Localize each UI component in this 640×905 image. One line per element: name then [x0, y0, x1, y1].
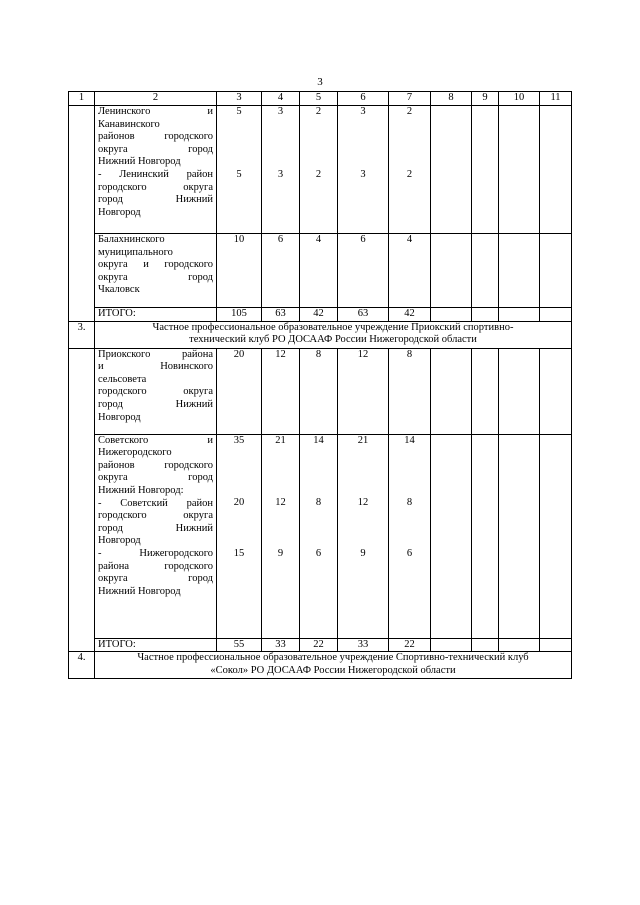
empty-cell — [499, 638, 540, 652]
col-header: 1 — [69, 92, 95, 106]
empty-cell — [431, 348, 472, 434]
empty-cell — [472, 106, 499, 234]
section-number: 4. — [69, 652, 95, 679]
value-cell: 12 — [262, 348, 300, 434]
row-number-cell — [69, 106, 95, 322]
empty-cell — [499, 434, 540, 638]
value-cell: 2 2 — [389, 106, 431, 234]
value-cell: 10 — [217, 234, 262, 308]
value-cell: 20 — [217, 348, 262, 434]
value-cell: 21 12 9 — [338, 434, 389, 638]
section-title: Частное профессиональное образовательное учреждение Приокский спортивно- технический клуб РО ДОСААФ России Нижегородской области — [95, 321, 572, 348]
empty-cell — [499, 234, 540, 308]
value-cell: 5 5 — [217, 106, 262, 234]
value-cell: 6 — [262, 234, 300, 308]
empty-cell — [540, 308, 572, 322]
total-value: 105 — [217, 308, 262, 322]
empty-cell — [540, 106, 572, 234]
total-row — [69, 308, 572, 322]
district-name-cell: Балахнинского муниципального округа и городского округа город Чкаловск — [95, 234, 217, 308]
col-header: 4 — [262, 92, 300, 106]
total-value: 63 — [338, 308, 389, 322]
col-header: 5 — [300, 92, 338, 106]
empty-cell — [431, 434, 472, 638]
total-value: 22 — [300, 638, 338, 652]
empty-cell — [431, 234, 472, 308]
total-value: 42 — [389, 308, 431, 322]
col-header: 3 — [217, 92, 262, 106]
value-cell: 8 — [389, 348, 431, 434]
empty-cell — [499, 106, 540, 234]
value-cell: 4 — [389, 234, 431, 308]
total-label: ИТОГО: — [95, 638, 217, 652]
value-cell: 35 20 15 — [217, 434, 262, 638]
value-cell: 3 3 — [262, 106, 300, 234]
total-label: ИТОГО: — [95, 308, 217, 322]
total-row — [69, 638, 572, 652]
col-header: 6 — [338, 92, 389, 106]
total-value: 63 — [262, 308, 300, 322]
section-header-row — [69, 652, 572, 679]
empty-cell — [499, 348, 540, 434]
col-header: 7 — [389, 92, 431, 106]
total-value: 33 — [338, 638, 389, 652]
value-cell: 3 3 — [338, 106, 389, 234]
total-value: 55 — [217, 638, 262, 652]
col-header: 10 — [499, 92, 540, 106]
empty-cell — [472, 434, 499, 638]
value-cell: 21 12 9 — [262, 434, 300, 638]
empty-cell — [540, 348, 572, 434]
empty-cell — [472, 638, 499, 652]
total-value: 22 — [389, 638, 431, 652]
row-number-cell — [69, 348, 95, 652]
section-title: Частное профессиональное образовательное учреждение Спортивно-технический клуб «Сокол» РО ДОСААФ России Нижегородской области — [95, 652, 572, 679]
page-number: 3 — [317, 76, 323, 88]
document-table — [68, 91, 572, 679]
table-row — [69, 434, 572, 638]
table-row — [69, 106, 572, 234]
total-value: 42 — [300, 308, 338, 322]
value-cell: 2 2 — [300, 106, 338, 234]
empty-cell — [472, 234, 499, 308]
table-row — [69, 234, 572, 308]
empty-cell — [431, 308, 472, 322]
empty-cell — [540, 434, 572, 638]
empty-cell — [472, 348, 499, 434]
table-row — [69, 348, 572, 434]
total-value: 33 — [262, 638, 300, 652]
empty-cell — [540, 234, 572, 308]
empty-cell — [472, 308, 499, 322]
section-header-row — [69, 321, 572, 348]
col-header: 8 — [431, 92, 472, 106]
value-cell: 8 — [300, 348, 338, 434]
empty-cell — [431, 638, 472, 652]
district-name-cell: Ленинского и Канавинского районов городского округа город Нижний Новгород - Ленинский район городского округа город Нижний Новгород — [95, 106, 217, 234]
col-header: 2 — [95, 92, 217, 106]
value-cell: 14 8 6 — [389, 434, 431, 638]
empty-cell — [431, 106, 472, 234]
col-header: 11 — [540, 92, 572, 106]
col-header: 9 — [472, 92, 499, 106]
section-number: 3. — [69, 321, 95, 348]
district-name-cell: Советского и Нижегородского районов городского округа город Нижний Новгород: - Советский район городского округа город Нижний Новгород - Нижегородского района городского округа город Нижний Новгород — [95, 434, 217, 638]
header-row — [69, 92, 572, 106]
empty-cell — [499, 308, 540, 322]
value-cell: 12 — [338, 348, 389, 434]
district-name-cell: Приокского района и Новинского сельсовета городского округа город Нижний Новгород — [95, 348, 217, 434]
empty-cell — [540, 638, 572, 652]
value-cell: 14 8 6 — [300, 434, 338, 638]
value-cell: 6 — [338, 234, 389, 308]
value-cell: 4 — [300, 234, 338, 308]
